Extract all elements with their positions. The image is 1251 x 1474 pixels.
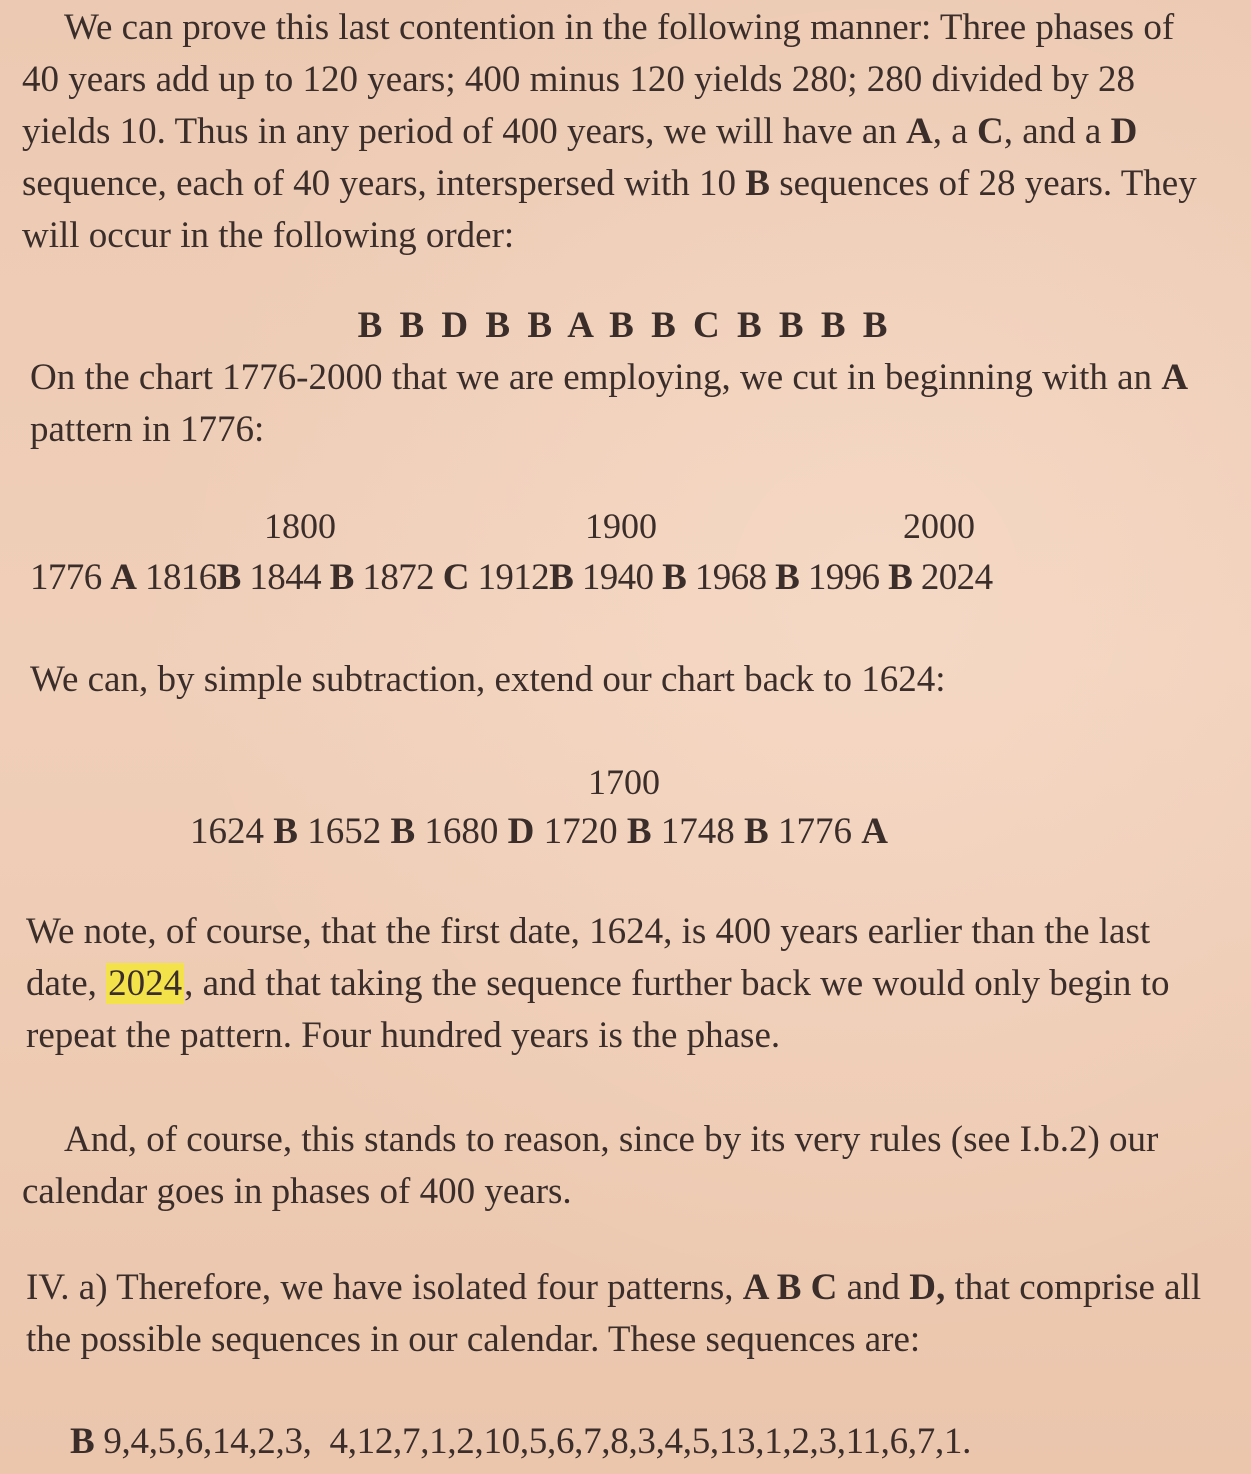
year: 1776	[30, 557, 102, 598]
century-label-2000: 2000	[903, 506, 975, 546]
year: 1844	[249, 557, 322, 598]
pattern-a: A	[1161, 357, 1189, 398]
chart-1776-2024	[30, 554, 992, 602]
year: 1624	[190, 811, 264, 852]
pattern-letter: B	[329, 557, 354, 598]
pattern-letter: B	[744, 811, 769, 852]
text: , a	[932, 111, 977, 152]
year: 1912	[477, 557, 550, 598]
text: And, of course, this stands to reason, since by its very rules (see I.b.2) our calendar goes in phases of 400 years.	[22, 1119, 1159, 1212]
highlighted-year: 2024	[108, 963, 183, 1004]
paragraph-reason	[22, 1114, 1220, 1218]
year: 1652	[307, 811, 382, 852]
text: and	[837, 1267, 910, 1308]
pattern-c: C	[976, 111, 1004, 152]
text: We note, of course, that the first date, 1624, is 400 years earlier than the last date,	[26, 911, 1151, 1004]
pattern-letter: B	[888, 557, 913, 598]
pattern-letter: B	[390, 811, 416, 852]
paragraph-chart-intro	[30, 352, 1220, 456]
year: 1816	[145, 557, 217, 598]
pattern-letter: B	[662, 557, 687, 598]
pattern-letter: B	[626, 811, 652, 852]
pattern-d: D,	[909, 1267, 946, 1308]
year: 1776	[777, 811, 852, 852]
paragraph-section-iv	[26, 1262, 1222, 1366]
text: We can prove this last contention in the following manner: Three phases of 40 years add up to 120 years; 400 minus 120 yields 280; 280 divided by 28 yields 10. Thus in any period of 400 years, we will have an	[22, 7, 1175, 152]
text: , and that taking the sequence further back we would only begin to repeat the pattern. Four hundred years is the phase.	[26, 963, 1170, 1056]
sequence-order: B B D B B A B B C B B B B	[357, 305, 892, 346]
chart-1624-1776	[190, 808, 888, 856]
year: 1872	[362, 557, 435, 598]
text: IV. a) Therefore, we have isolated four patterns,	[26, 1267, 743, 1308]
year: 1748	[660, 811, 735, 852]
year: 2024	[920, 557, 993, 598]
year: 1720	[543, 811, 618, 852]
pattern-letter: C	[442, 557, 469, 598]
text: , and a	[1003, 111, 1111, 152]
sequence-values: 9,4,5,6,14,2,3, 4,12,7,1,2,10,5,6,7,8,3,4,5,13,1,2,3,11,6,7,1.	[103, 1421, 972, 1462]
year: 1940	[581, 557, 654, 598]
century-label-1900: 1900	[585, 506, 657, 546]
text: We can, by simple subtraction, extend our chart back to 1624:	[30, 659, 946, 700]
year: 1680	[424, 811, 499, 852]
sequence-numbers-b	[70, 1418, 971, 1466]
text: that comprise all the possible sequences in our calendar. These sequences are:	[26, 1267, 1202, 1360]
pattern-letter: B	[775, 557, 800, 598]
patterns-abc: A B C	[742, 1267, 838, 1308]
pattern-letter: B	[273, 811, 298, 852]
pattern-letter: B	[70, 1421, 95, 1462]
text: sequence, each of 40 years, interspersed with 10	[22, 163, 746, 204]
paragraph-note	[26, 906, 1222, 1062]
pattern-letter: B	[216, 557, 241, 598]
paragraph-proof	[22, 2, 1220, 262]
century-label-1800: 1800	[264, 506, 336, 546]
text: sequences of 28 years. They will occur in the following order:	[22, 163, 1197, 256]
text: On the chart 1776-2000 that we are employing, we cut in beginning with an	[30, 357, 1162, 398]
pattern-b: B	[745, 163, 770, 204]
pattern-letter: B	[549, 557, 574, 598]
pattern-letter: A	[861, 811, 888, 852]
century-label-1700: 1700	[588, 762, 660, 802]
year: 1996	[807, 557, 880, 598]
pattern-a: A	[906, 111, 933, 152]
pattern-letter: A	[110, 557, 137, 598]
paragraph-extend	[30, 654, 1228, 706]
pattern-letter: D	[507, 811, 535, 852]
pattern-d: D	[1110, 111, 1138, 152]
year: 1968	[694, 557, 767, 598]
text: pattern in 1776:	[30, 409, 265, 450]
